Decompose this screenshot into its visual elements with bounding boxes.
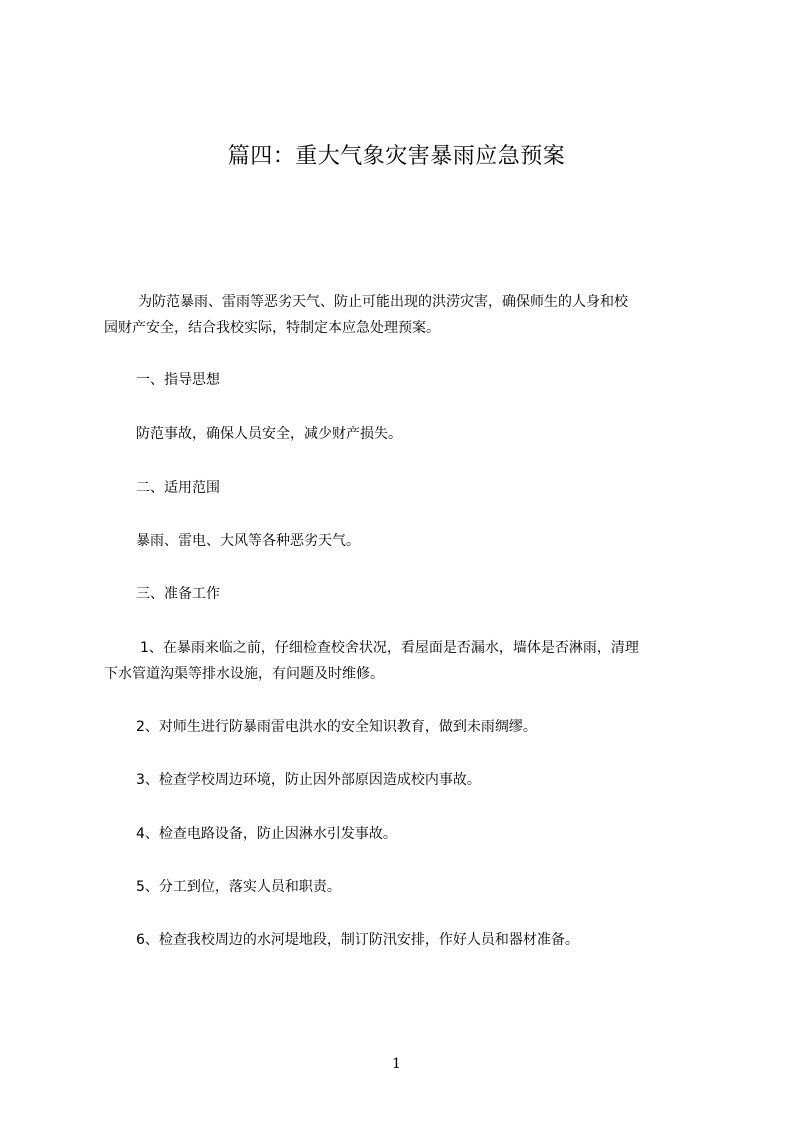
list-item-1-line-2: 下水管道沟渠等排水设施，有问题及时维修。 <box>104 666 384 682</box>
intro-paragraph-line-1: 为防范暴雨、雷雨等恶劣天气、防止可能出现的洪涝灾害，确保师生的人身和校 <box>138 294 628 310</box>
list-item-5: 5、分工到位，落实人员和职责。 <box>136 879 341 895</box>
list-item-6: 6、检查我校周边的水河堤地段，制订防汛安排，作好人员和器材准备。 <box>136 932 579 948</box>
section-text-scope: 暴雨、雷电、大风等各种恶劣天气。 <box>136 533 360 549</box>
list-item-4: 4、检查电路设备，防止因淋水引发事故。 <box>136 826 397 842</box>
section-heading-scope: 二、适用范围 <box>136 480 220 496</box>
list-item-2: 2、对师生进行防暴雨雷电洪水的安全知识教育，做到未雨绸缪。 <box>136 719 537 735</box>
section-text-guiding-principle: 防范事故，确保人员安全，减少财产损失。 <box>136 426 402 442</box>
list-item-1-line-1: 1、在暴雨来临之前，仔细检查校舍状况，看屋面是否漏水，墙体是否淋雨，清理 <box>140 640 639 656</box>
section-heading-guiding-principle: 一、指导思想 <box>136 372 220 388</box>
list-item-3: 3、检查学校周边环境，防止因外部原因造成校内事故。 <box>136 772 481 788</box>
document-title: 篇四：重大气象灾害暴雨应急预案 <box>227 144 566 169</box>
page-number: 1 <box>392 1056 401 1072</box>
section-heading-preparation: 三、准备工作 <box>136 586 220 602</box>
intro-paragraph-line-2: 园财产安全，结合我校实际，特制定本应急处理预案。 <box>104 320 440 336</box>
